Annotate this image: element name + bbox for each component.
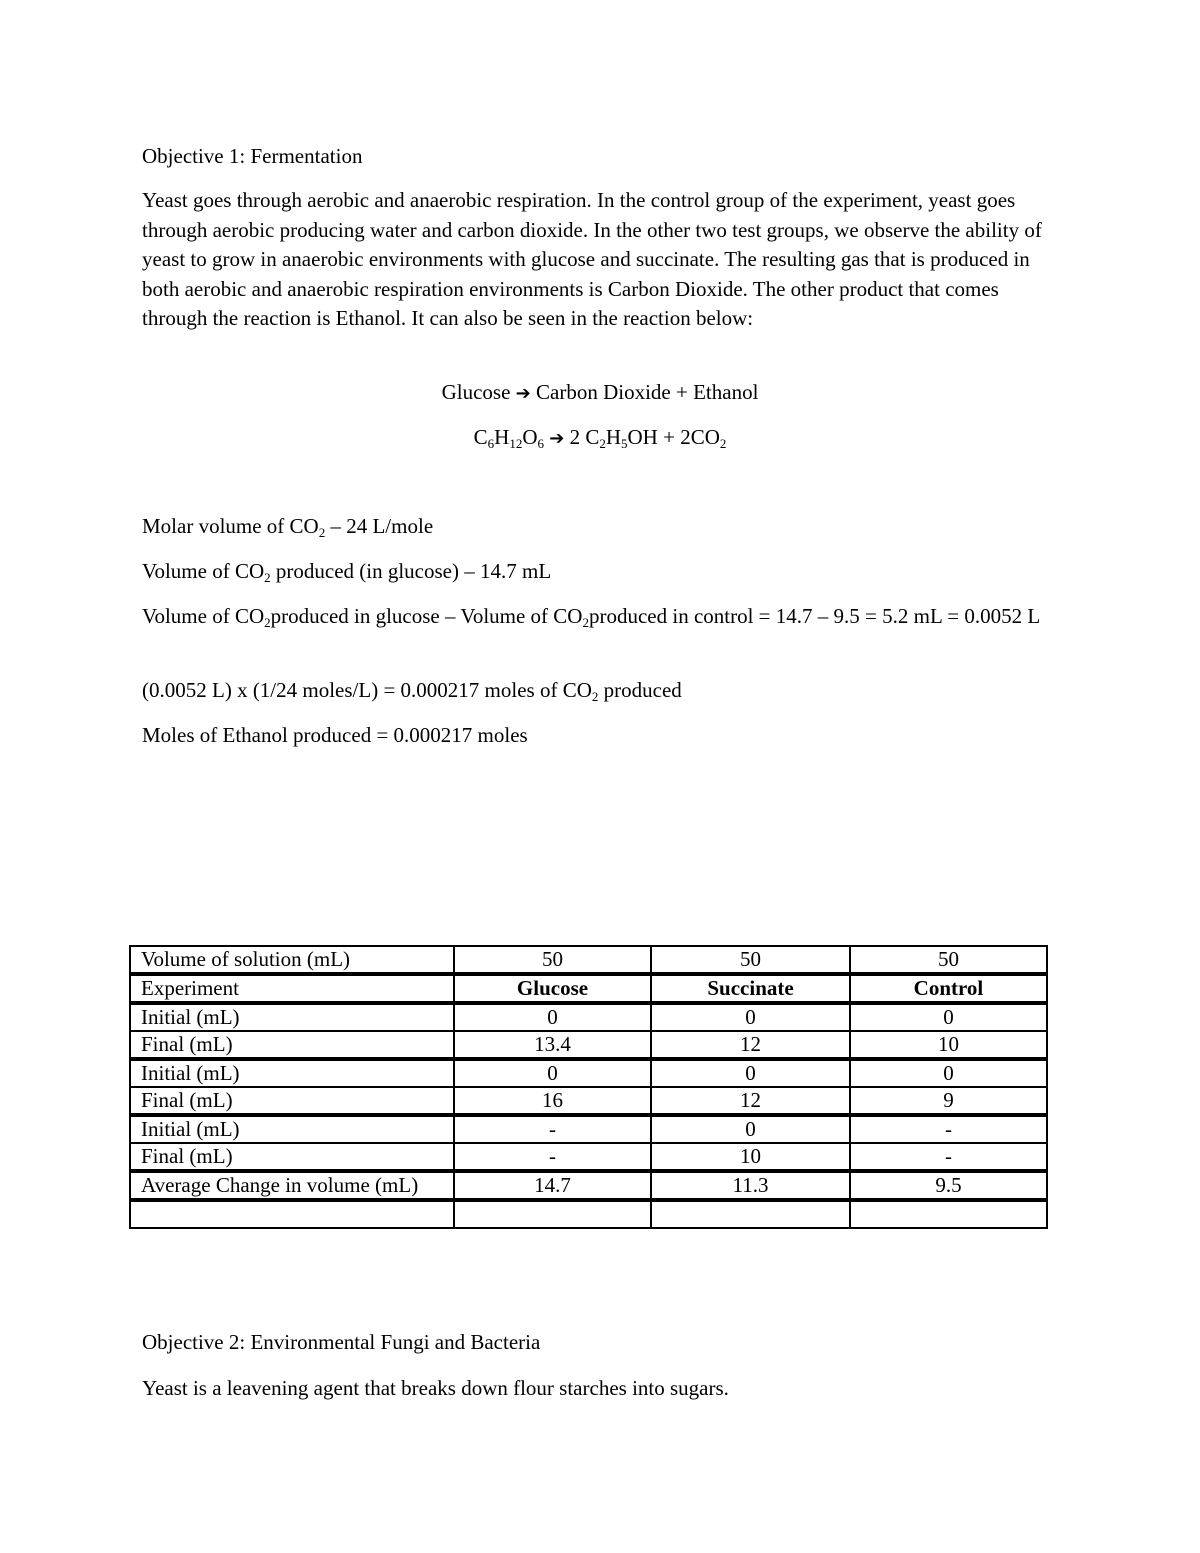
objective1-heading: Objective 1: Fermentation (142, 144, 363, 168)
table-cell: - (454, 1143, 651, 1171)
table-cell: 50 (850, 946, 1047, 974)
arrow-icon: ➔ (515, 383, 531, 404)
table-cell: - (850, 1115, 1047, 1143)
table-cell: 9 (850, 1087, 1047, 1115)
table-cell: 9.5 (850, 1171, 1047, 1200)
table-row (130, 974, 1047, 1003)
table-cell: Experiment (130, 974, 454, 1003)
table-cell: Volume of solution (mL) (130, 946, 454, 974)
results-table (129, 945, 1048, 1229)
table-cell: Final (mL) (130, 1087, 454, 1115)
table-cell (130, 1200, 454, 1228)
table-cell: 10 (850, 1031, 1047, 1059)
calc-moles-co2: (0.0052 L) x (1/24 moles/L) = 0.000217 moles of $CO_2$ produced (142, 678, 682, 704)
table-row (130, 1003, 1047, 1031)
table-cell: - (850, 1143, 1047, 1171)
table-cell: 12 (651, 1031, 850, 1059)
table-row (130, 1087, 1047, 1115)
table-row (130, 1143, 1047, 1171)
table-cell: 0 (454, 1003, 651, 1031)
arrow-icon: ➔ (549, 428, 565, 449)
table-row (130, 1171, 1047, 1200)
table-cell: Initial (mL) (130, 1003, 454, 1031)
word-equation-left: Glucose (441, 380, 511, 404)
objective2-heading: Objective 2: Environmental Fungi and Bacteria (142, 1330, 541, 1354)
table-cell: 50 (651, 946, 850, 974)
table-cell: 0 (454, 1059, 651, 1087)
table-cell (850, 1200, 1047, 1228)
table-cell: 13.4 (454, 1031, 651, 1059)
table-cell: 11.3 (651, 1171, 850, 1200)
objective1-paragraph: Yeast goes through aerobic and anaerobic respiration. In the control group of the experiment, yeast goes through aerobic producing water and carbon dioxide. In the other two test groups, we observe the ability of yeast to grow in anaerobic environments with glucose and succinate. The resulting gas that is produced in both aerobic and anaerobic respiration environments is Carbon Dioxide. The other product that comes through the reaction is Ethanol. It can also be seen in the reaction below: (142, 188, 1042, 330)
table-cell: Final (mL) (130, 1143, 454, 1171)
table-cell: Initial (mL) (130, 1115, 454, 1143)
glucose-formula: $C_6H_{12}O_6$ (473, 425, 544, 451)
table-header-cell: Control (850, 974, 1047, 1003)
table-cell: - (454, 1115, 651, 1143)
ethanol-formula: 2 $C_2H_5OH$ (569, 425, 658, 451)
table-cell (651, 1200, 850, 1228)
calc-molar-volume: Molar volume of $CO_2 - 24$ L/mole (142, 514, 434, 540)
objective2-paragraph: Yeast is a leavening agent that breaks down flour starches into sugars. (142, 1376, 729, 1400)
table-cell: 50 (454, 946, 651, 974)
table-cell: Initial (mL) (130, 1059, 454, 1087)
table-row (130, 1115, 1047, 1143)
co2-formula: + $2CO_2$ (657, 425, 727, 451)
chemical-equation (0, 423, 1200, 453)
table-cell: 0 (651, 1059, 850, 1087)
table-cell: 12 (651, 1087, 850, 1115)
table-header-cell: Glucose (454, 974, 651, 1003)
calc-difference: Volume of $CO_2produced$ in glucose – Volume of $CO_2produced$ in control = 14.7 – 9.5 = 5.2 mL = 0.0052 L (142, 604, 1041, 630)
table-cell: 0 (850, 1059, 1047, 1087)
table-cell: 14.7 (454, 1171, 651, 1200)
table-cell: Final (mL) (130, 1031, 454, 1059)
table-cell: 0 (651, 1115, 850, 1143)
table-header-cell: Succinate (651, 974, 850, 1003)
word-equation-right: Carbon Dioxide + Ethanol (536, 380, 759, 404)
table-row (130, 1059, 1047, 1087)
table-row (130, 946, 1047, 974)
word-equation (0, 378, 1200, 408)
table-cell: 0 (651, 1003, 850, 1031)
calc-moles-ethanol: Moles of Ethanol produced = 0.000217 moles (142, 723, 528, 747)
table-row (130, 1200, 1047, 1228)
table-cell: Average Change in volume (mL) (130, 1171, 454, 1200)
calc-volume-glucose: Volume of $CO_2$ produced (in glucose) – 14.7 mL (142, 559, 552, 585)
table-cell: 10 (651, 1143, 850, 1171)
table-row (130, 1031, 1047, 1059)
table-cell: 0 (850, 1003, 1047, 1031)
table-cell (454, 1200, 651, 1228)
table-cell: 16 (454, 1087, 651, 1115)
